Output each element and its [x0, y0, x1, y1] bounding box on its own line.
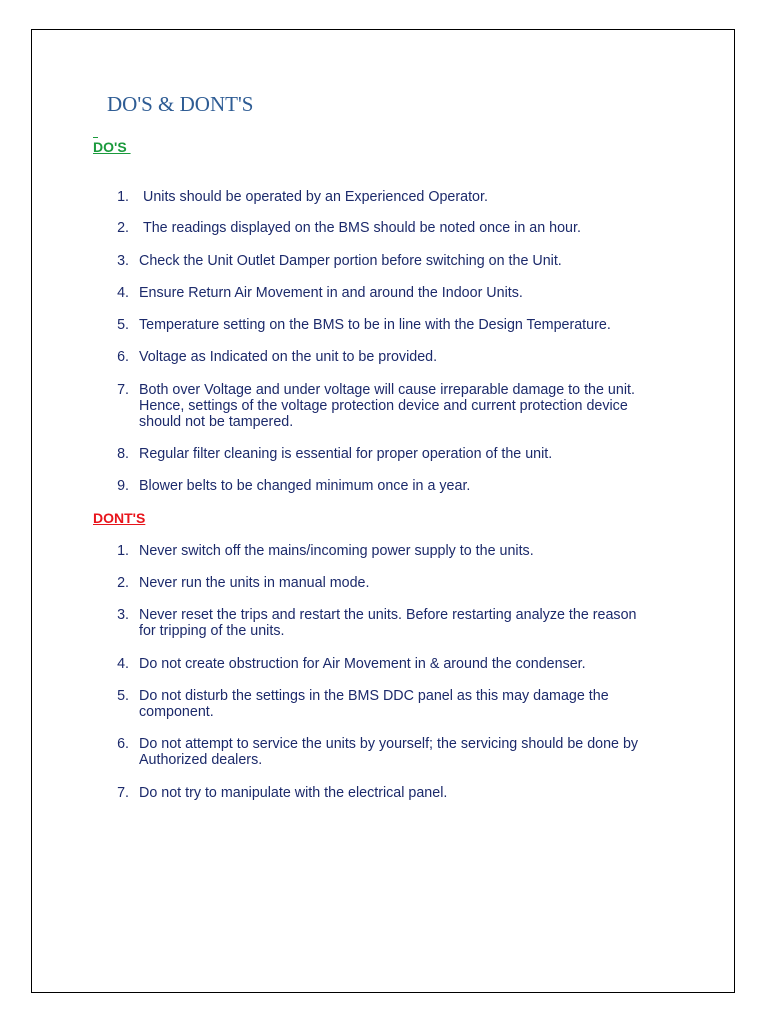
item-text: Units should be operated by an Experienced Operator.	[143, 189, 488, 205]
item-text: Ensure Return Air Movement in and around the Indoor Units.	[139, 285, 523, 301]
item-number: 7.	[117, 785, 129, 801]
document-title: DO'S & DONT'S	[107, 92, 254, 116]
item-number: 3.	[117, 253, 129, 269]
item-number: 6.	[117, 736, 129, 752]
item-text: Do not disturb the settings in the BMS DDC panel as this may damage the component.	[139, 688, 609, 720]
item-text: The readings displayed on the BMS should be noted once in an hour.	[143, 220, 581, 236]
item-text: Temperature setting on the BMS to be in line with the Design Temperature.	[139, 317, 611, 333]
item-number: 9.	[117, 478, 129, 494]
dos-heading: DO'S	[93, 139, 131, 155]
item-number: 7.	[117, 382, 129, 398]
item-text: Blower belts to be changed minimum once in a year.	[139, 478, 471, 494]
item-number: 5.	[117, 317, 129, 333]
item-number: 2.	[117, 220, 129, 236]
item-text: Voltage as Indicated on the unit to be provided.	[139, 349, 438, 365]
item-number: 2.	[117, 575, 129, 591]
item-number: 1.	[117, 189, 129, 205]
item-text: Never reset the trips and restart the units. Before restarting analyze the reason for tripping of the units.	[139, 607, 637, 639]
donts-heading: DONT'S	[93, 510, 146, 526]
item-number: 8.	[117, 446, 129, 462]
item-text: Regular filter cleaning is essential for proper operation of the unit.	[139, 446, 553, 462]
underline-mark	[93, 137, 98, 138]
item-text: Check the Unit Outlet Damper portion before switching on the Unit.	[139, 253, 562, 269]
item-number: 6.	[117, 349, 129, 365]
item-number: 4.	[117, 285, 129, 301]
item-number: 1.	[117, 543, 129, 559]
item-text: Both over Voltage and under voltage will cause irreparable damage to the unit. Hence, settings of the voltage protection device and current protection device should not be tampered.	[139, 382, 635, 430]
item-number: 4.	[117, 656, 129, 672]
item-text: Do not create obstruction for Air Movement in & around the condenser.	[139, 656, 586, 672]
item-text: Do not try to manipulate with the electrical panel.	[139, 785, 448, 801]
item-text: Do not attempt to service the units by yourself; the servicing should be done by Authorized dealers.	[139, 736, 639, 768]
item-text: Never run the units in manual mode.	[139, 575, 370, 591]
item-number: 3.	[117, 607, 129, 623]
item-number: 5.	[117, 688, 129, 704]
item-text: Never switch off the mains/incoming power supply to the units.	[139, 543, 534, 559]
